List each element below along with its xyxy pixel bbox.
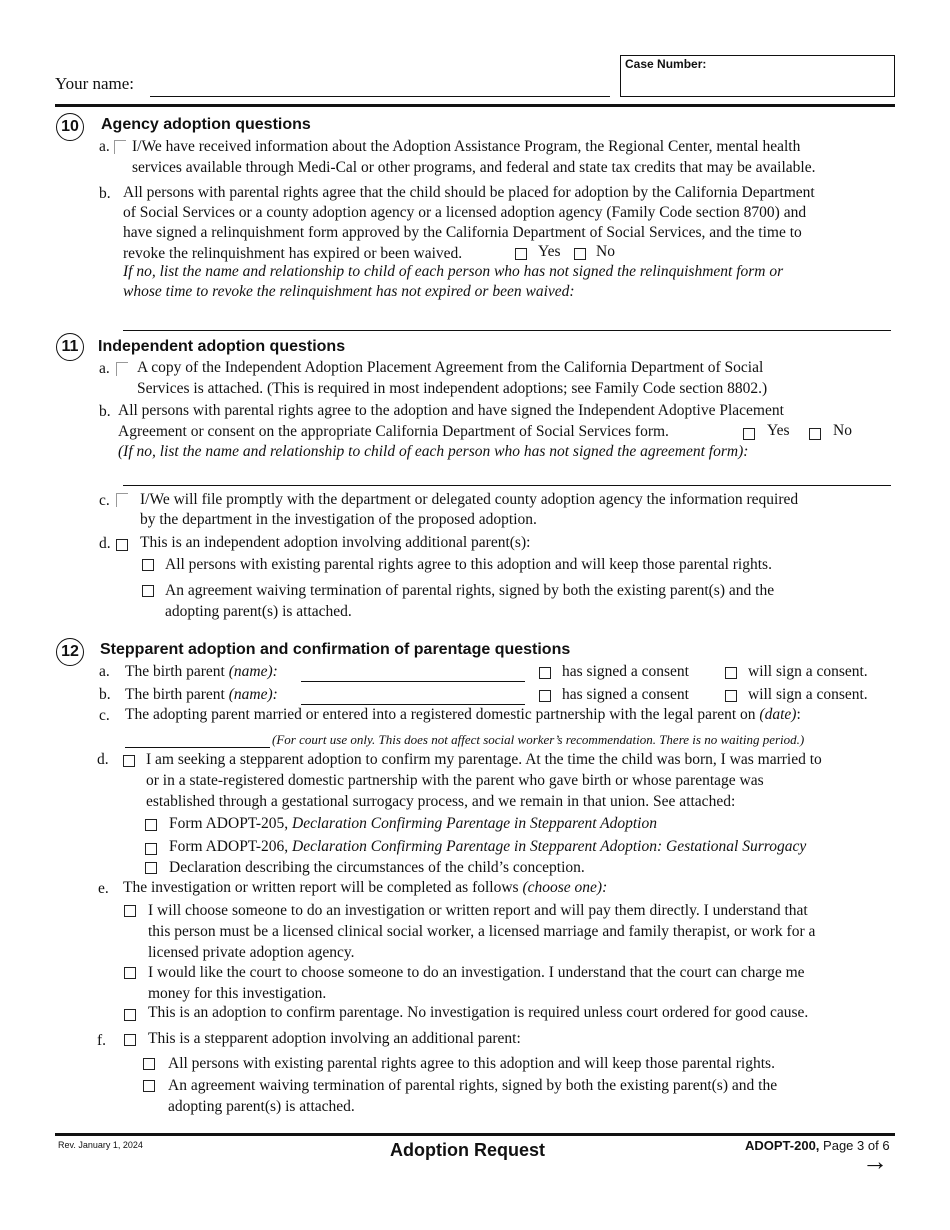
s12e-opt3-text: This is an adoption to confirm parentage. No investigation is required unless court ordered for good cause. bbox=[148, 1004, 809, 1021]
s10b-no-checkbox[interactable] bbox=[574, 248, 586, 260]
s12d-text-line3: established through a gestational surrogacy process, and we remain in that union. See attached: bbox=[146, 793, 736, 810]
s12e-opt1-line3: licensed private adoption agency. bbox=[148, 944, 355, 961]
s11d-checkbox[interactable] bbox=[116, 539, 128, 551]
s12d-text-line2: or in a state-registered domestic partnership with the parent who gave birth or whose parentage was bbox=[146, 772, 764, 789]
header-rule bbox=[55, 104, 895, 107]
s10b-answer-line[interactable] bbox=[123, 330, 891, 331]
section-number-12: 12 bbox=[56, 638, 84, 666]
s12f-opt2-line2: adopting parent(s) is attached. bbox=[168, 1098, 355, 1115]
s12f-opt1-checkbox[interactable] bbox=[143, 1058, 155, 1070]
s12d-opt1-text: Form ADOPT-205, Declaration Confirming Parentage in Stepparent Adoption bbox=[169, 815, 657, 832]
s11a-text-line1: A copy of the Independent Adoption Placement Agreement from the California Department of Social bbox=[137, 359, 764, 376]
s11d-opt1-text: All persons with existing parental rights agree to this adoption and will keep those parental rights. bbox=[165, 556, 772, 573]
s12b-birth-parent-label: The birth parent (name): bbox=[125, 686, 278, 703]
your-name-label: Your name: bbox=[55, 74, 135, 93]
s12a-will-sign-checkbox[interactable] bbox=[725, 667, 737, 679]
form-id-page: ADOPT-200, Page 3 of 6 bbox=[745, 1138, 890, 1153]
s11a-text-line2: Services is attached. (This is required in most independent adoptions; see Family Code section 8802.) bbox=[137, 380, 768, 397]
s10b-yes-label: Yes bbox=[538, 243, 561, 260]
your-name-input[interactable] bbox=[150, 96, 610, 97]
footer-rule bbox=[55, 1133, 895, 1136]
form-title: Adoption Request bbox=[390, 1140, 545, 1160]
s11b-yes-checkbox[interactable] bbox=[743, 428, 755, 440]
s12c-date-input[interactable] bbox=[125, 747, 270, 748]
item-letter: b. bbox=[99, 403, 111, 420]
s12f-opt2-line1: An agreement waiving termination of parental rights, signed by both the existing parent(s) and the bbox=[168, 1077, 778, 1094]
s11d-opt1-checkbox[interactable] bbox=[142, 559, 154, 571]
s10b-yes-checkbox[interactable] bbox=[515, 248, 527, 260]
s12a-name-input[interactable] bbox=[301, 681, 525, 682]
section-12-title: Stepparent adoption and confirmation of parentage questions bbox=[100, 641, 571, 658]
s12b-will-sign-checkbox[interactable] bbox=[725, 690, 737, 702]
item-letter: b. bbox=[99, 686, 111, 703]
item-letter: c. bbox=[99, 492, 110, 509]
s12d-opt3-text: Declaration describing the circumstances of the child’s conception. bbox=[169, 859, 585, 876]
section-number-10: 10 bbox=[56, 113, 84, 141]
s11d-opt2-line1: An agreement waiving termination of parental rights, signed by both the existing parent(s) and the bbox=[165, 582, 775, 599]
revision-date: Rev. January 1, 2024 bbox=[58, 1140, 143, 1150]
s12f-text: This is a stepparent adoption involving an additional parent: bbox=[148, 1030, 521, 1047]
s12a-has-signed-label: has signed a consent bbox=[562, 663, 689, 680]
s12e-opt1-line2: this person must be a licensed clinical social worker, a licensed marriage and family therapist, or work for a bbox=[148, 923, 816, 940]
item-letter: d. bbox=[99, 535, 111, 552]
s12d-text-line1: I am seeking a stepparent adoption to confirm my parentage. At the time the child was born, I was married to bbox=[146, 751, 822, 768]
s10b-text-line2: of Social Services or a county adoption agency or a licensed adoption agency (Family Code section 8700) and bbox=[123, 204, 807, 221]
s10a-checkbox[interactable] bbox=[114, 140, 126, 154]
case-number-box[interactable] bbox=[620, 55, 895, 97]
s10b-text-line4: revoke the relinquishment has expired or been waived. bbox=[123, 245, 463, 262]
s10b-note-line2: whose time to revoke the relinquishment has not expired or been waived: bbox=[123, 283, 575, 300]
s12e-opt1-checkbox[interactable] bbox=[124, 905, 136, 917]
s11b-yes-label: Yes bbox=[767, 422, 790, 439]
s12e-opt2-checkbox[interactable] bbox=[124, 967, 136, 979]
s11b-no-label: No bbox=[833, 422, 852, 439]
case-number-label: Case Number: bbox=[625, 57, 707, 71]
s12d-opt3-checkbox[interactable] bbox=[145, 862, 157, 874]
s10a-text-line2: services available through Medi-Cal or other programs, and federal and state tax credits that may be available. bbox=[132, 159, 816, 176]
item-letter: a. bbox=[99, 360, 110, 377]
item-letter: b. bbox=[99, 185, 111, 202]
s12b-has-signed-label: has signed a consent bbox=[562, 686, 689, 703]
s11d-text: This is an independent adoption involving additional parent(s): bbox=[140, 534, 531, 551]
next-page-arrow-icon[interactable]: → bbox=[862, 1146, 888, 1176]
s12f-opt1-text: All persons with existing parental rights agree to this adoption and will keep those parental rights. bbox=[168, 1055, 775, 1072]
s12f-opt2-checkbox[interactable] bbox=[143, 1080, 155, 1092]
s12b-will-sign-label: will sign a consent. bbox=[748, 686, 868, 703]
s12a-will-sign-label: will sign a consent. bbox=[748, 663, 868, 680]
s10b-text-line3: have signed a relinquishment form approved by the California Department of Social Services, and the time to bbox=[123, 224, 802, 241]
s12d-checkbox[interactable] bbox=[123, 755, 135, 767]
item-letter: f. bbox=[97, 1032, 107, 1049]
s12e-opt1-line1: I will choose someone to do an investigation or written report and will pay them directly. I understand that bbox=[148, 902, 808, 919]
s12e-opt2-line1: I would like the court to choose someone to do an investigation. I understand that the court can charge me bbox=[148, 964, 805, 981]
s11c-text-line1: I/We will file promptly with the department or delegated county adoption agency the information required bbox=[140, 491, 799, 508]
section-10-title: Agency adoption questions bbox=[101, 116, 311, 133]
item-letter: a. bbox=[99, 663, 110, 680]
s12e-opt2-line2: money for this investigation. bbox=[148, 985, 327, 1002]
s12d-opt1-checkbox[interactable] bbox=[145, 819, 157, 831]
s11d-opt2-checkbox[interactable] bbox=[142, 585, 154, 597]
s12e-opt3-checkbox[interactable] bbox=[124, 1009, 136, 1021]
item-letter: c. bbox=[99, 707, 110, 724]
s12e-text: The investigation or written report will be completed as follows (choose one): bbox=[123, 879, 608, 896]
s11b-text-line2: Agreement or consent on the appropriate California Department of Social Services form. bbox=[118, 423, 669, 440]
s10b-note-line1: If no, list the name and relationship to child of each person who has not signed the relinquishment form or bbox=[123, 263, 784, 280]
s12d-opt2-text: Form ADOPT-206, Declaration Confirming Parentage in Stepparent Adoption: Gestational Surrogacy bbox=[169, 838, 807, 855]
s10b-text-line1: All persons with parental rights agree that the child should be placed for adoption by the California Department bbox=[123, 184, 815, 201]
s10b-no-label: No bbox=[596, 243, 615, 260]
s10a-text-line1: I/We have received information about the Adoption Assistance Program, the Regional Center, mental health bbox=[132, 138, 801, 155]
s11a-checkbox[interactable] bbox=[116, 362, 128, 376]
item-letter: e. bbox=[98, 880, 109, 897]
s12c-court-note: (For court use only. This does not affect social worker’s recommendation. There is no waiting period.) bbox=[272, 732, 805, 747]
s11d-opt2-line2: adopting parent(s) is attached. bbox=[165, 603, 352, 620]
s11c-text-line2: by the department in the investigation of the proposed adoption. bbox=[140, 511, 537, 528]
s11b-no-checkbox[interactable] bbox=[809, 428, 821, 440]
s12c-text: The adopting parent married or entered into a registered domestic partnership with the legal parent on (date): bbox=[125, 706, 801, 723]
s11b-answer-line[interactable] bbox=[123, 485, 891, 486]
s12f-checkbox[interactable] bbox=[124, 1034, 136, 1046]
item-letter: a. bbox=[99, 138, 110, 155]
s12a-birth-parent-label: The birth parent (name): bbox=[125, 663, 278, 680]
s12d-opt2-checkbox[interactable] bbox=[145, 843, 157, 855]
section-number-11: 11 bbox=[56, 333, 84, 361]
s11c-checkbox[interactable] bbox=[116, 493, 128, 507]
item-letter: d. bbox=[97, 751, 109, 768]
section-11-title: Independent adoption questions bbox=[98, 338, 346, 355]
s11b-text-line1: All persons with parental rights agree to the adoption and have signed the Independent Adoptive Placement bbox=[118, 402, 784, 419]
s11b-note: (If no, list the name and relationship to child of each person who has not signed the agreement form): bbox=[118, 443, 749, 460]
s12a-has-signed-checkbox[interactable] bbox=[539, 667, 551, 679]
s12b-name-input[interactable] bbox=[301, 704, 525, 705]
s12b-has-signed-checkbox[interactable] bbox=[539, 690, 551, 702]
